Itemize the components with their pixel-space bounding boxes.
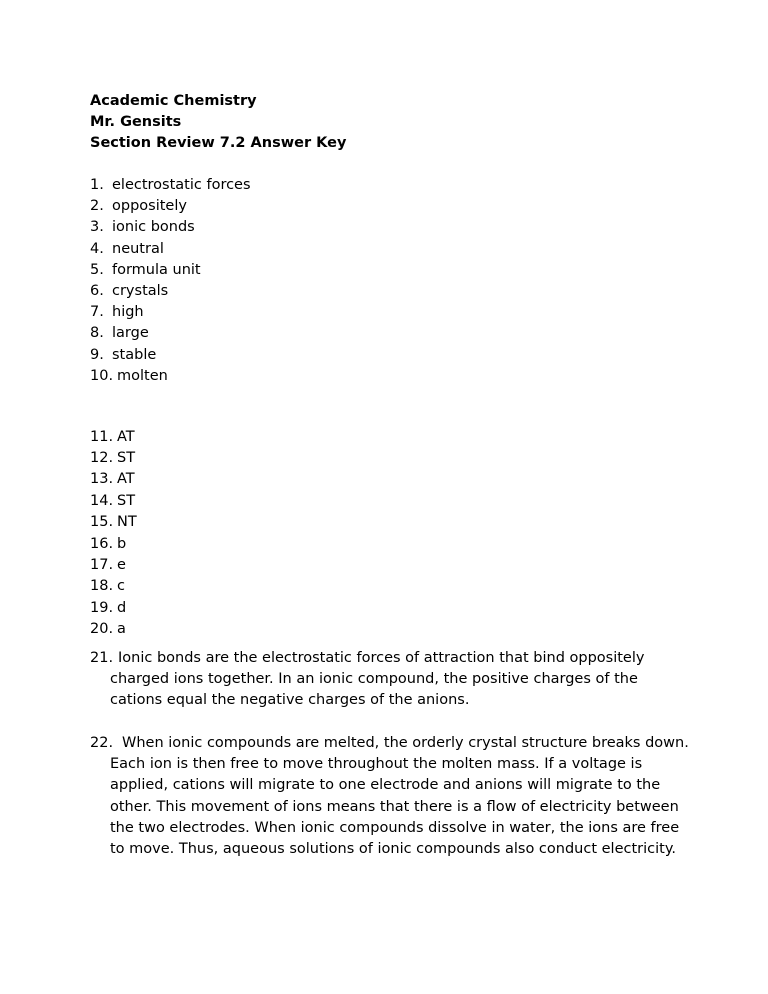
item-answer: formula unit — [112, 261, 201, 278]
essay-text — [90, 648, 690, 712]
item-number: 20. — [90, 620, 114, 637]
item-number: 15. — [90, 513, 114, 530]
list-item — [90, 196, 187, 217]
list-item — [90, 491, 136, 512]
item-answer: stable — [112, 346, 157, 363]
list-item — [90, 576, 125, 597]
list-item — [90, 534, 127, 555]
item-answer: AT — [117, 429, 135, 445]
essay-answer-21 — [90, 648, 690, 712]
list-item — [90, 239, 164, 260]
essay-text-content: When ionic compounds are melted, the orderly crystal structure breaks down. Each ion is then free to move throughout the molten mass. If a voltage is applied, cations will migrate to one electrode and anions will migrate to the other. This movement of ions means that there is a flow of electricity between the two electrodes. When ionic compounds dissolve in water, the ions are free to move. Thus, aqueous solutions of ionic compounds also conduct electricity. — [110, 735, 689, 858]
essay-answer-22 — [90, 733, 690, 860]
item-answer: ionic bonds — [112, 219, 195, 236]
matching-answer-list — [90, 534, 127, 640]
item-number: 1. — [90, 177, 104, 193]
item-number: 18. — [90, 578, 114, 595]
item-number: 11. — [90, 429, 114, 445]
item-number: 13. — [90, 471, 114, 488]
item-answer: d — [117, 599, 127, 616]
document-header — [90, 91, 346, 154]
item-answer: c — [117, 578, 125, 595]
item-answer: ST — [117, 492, 136, 509]
list-item — [90, 427, 135, 448]
item-answer: electrostatic forces — [112, 177, 251, 193]
item-answer: a — [117, 620, 126, 637]
list-item — [90, 217, 195, 238]
list-item — [90, 302, 144, 323]
item-number: 12. — [90, 450, 114, 467]
item-answer: ST — [117, 450, 136, 467]
item-number: 6. — [90, 283, 104, 300]
list-item — [90, 366, 168, 387]
true-false-answer-list — [90, 427, 137, 533]
list-item — [90, 598, 127, 619]
item-answer: NT — [117, 513, 137, 530]
item-answer: crystals — [112, 283, 169, 300]
teacher-name: Mr. Gensits — [90, 114, 182, 130]
list-item — [90, 619, 126, 640]
essay-number: 22. — [90, 735, 114, 751]
item-number: 2. — [90, 198, 104, 215]
item-number: 9. — [90, 346, 104, 363]
item-answer: high — [112, 304, 144, 321]
item-number: 19. — [90, 599, 114, 616]
list-item — [90, 512, 137, 533]
item-number: 14. — [90, 492, 114, 509]
item-number: 10. — [90, 367, 114, 384]
essay-text-content: Ionic bonds are the electrostatic forces of attraction that bind oppositely charged ions together. In an ionic compound, the positive charges of the cations equal the negative charges of the anions. — [110, 650, 645, 709]
list-item — [90, 175, 251, 196]
item-answer: neutral — [112, 240, 164, 257]
item-answer: b — [117, 536, 127, 552]
item-answer: molten — [117, 367, 168, 384]
list-item — [90, 345, 157, 366]
item-answer: oppositely — [112, 198, 187, 215]
item-number: 7. — [90, 304, 104, 321]
item-number: 8. — [90, 325, 104, 342]
list-item — [90, 260, 201, 281]
list-item — [90, 448, 136, 469]
essay-number: 21. — [90, 650, 114, 666]
item-number: 5. — [90, 261, 104, 278]
item-number: 3. — [90, 219, 104, 236]
fill-in-answer-list — [90, 175, 251, 387]
list-item — [90, 555, 126, 576]
course-name: Academic Chemistry — [90, 93, 257, 109]
list-item — [90, 323, 149, 344]
item-answer: large — [112, 325, 149, 342]
item-answer: AT — [117, 471, 135, 488]
essay-text — [90, 733, 690, 860]
item-number: 4. — [90, 240, 104, 257]
document-title: Section Review 7.2 Answer Key — [90, 135, 347, 151]
list-item — [90, 469, 135, 490]
item-number: 16. — [90, 536, 114, 552]
item-number: 17. — [90, 557, 114, 574]
list-item — [90, 281, 169, 302]
item-answer: e — [117, 557, 126, 574]
